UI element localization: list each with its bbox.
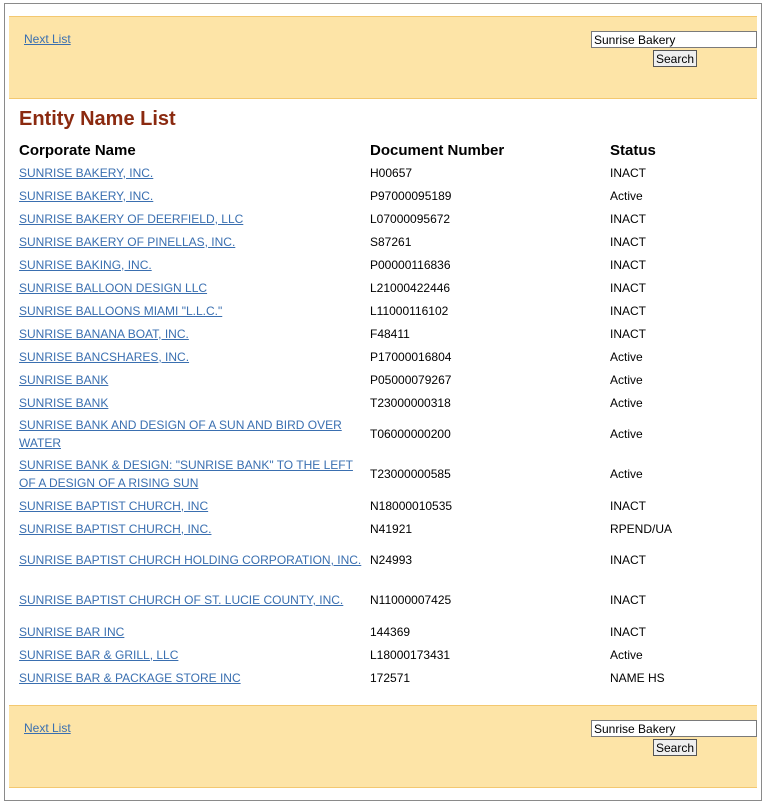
document-number-cell: N41921 (370, 521, 413, 536)
entity-name-link[interactable]: SUNRISE BAKERY, INC. (19, 188, 154, 203)
document-number-cell: L18000173431 (370, 647, 451, 662)
bottom-navigation-bar (9, 705, 757, 788)
entity-name-link[interactable]: SUNRISE BAPTIST CHURCH OF ST. LUCIE COUNTY, INC. (19, 593, 344, 607)
document-number-cell: 172571 (370, 670, 411, 685)
corporate-name-cell (19, 161, 370, 184)
status-cell: Active (610, 395, 643, 410)
next-list-link-bottom[interactable]: Next List (24, 721, 71, 735)
status-cell: INACT (610, 257, 646, 272)
page-title: Entity Name List (19, 108, 176, 130)
table-row (19, 494, 739, 517)
status-cell: INACT (610, 234, 646, 249)
entity-name-table (19, 139, 739, 689)
table-body (19, 161, 739, 689)
entity-name-link[interactable]: SUNRISE BANK AND DESIGN OF A SUN AND BIRD OVER WATER (19, 418, 342, 450)
table-row (19, 391, 739, 414)
table-row (19, 322, 739, 345)
document-number-cell: L11000116102 (370, 303, 449, 318)
document-number-cell: L07000095672 (370, 211, 451, 226)
status-cell: INACT (610, 553, 646, 567)
document-number-cell: H00657 (370, 165, 413, 180)
entity-name-link[interactable]: SUNRISE BAKERY, INC. (19, 165, 154, 180)
table-row (19, 161, 739, 184)
corporate-name-cell (19, 666, 370, 689)
entity-name-link[interactable]: SUNRISE BALLOONS MIAMI "L.L.C." (19, 303, 223, 318)
corporate-name-cell (19, 414, 370, 454)
document-number-cell: P00000116836 (370, 257, 451, 272)
table-row (19, 666, 739, 689)
entity-name-link[interactable]: SUNRISE BANK (19, 372, 109, 387)
table-header-row (19, 139, 739, 161)
entity-name-link[interactable]: SUNRISE BAPTIST CHURCH, INC. (19, 521, 212, 536)
corporate-name-cell (19, 230, 370, 253)
table-row (19, 517, 739, 540)
entity-name-link[interactable]: SUNRISE BAPTIST CHURCH HOLDING CORPORATION, INC. (19, 553, 362, 567)
document-number-cell: S87261 (370, 234, 412, 249)
document-number-cell: T23000000318 (370, 395, 451, 410)
document-number-cell: 144369 (370, 624, 411, 639)
status-cell: RPEND/UA (610, 521, 673, 536)
status-cell: INACT (610, 326, 646, 341)
corporate-name-cell (19, 368, 370, 391)
document-number-cell: N11000007425 (370, 593, 452, 607)
top-navigation-bar (9, 16, 757, 99)
corporate-name-cell (19, 345, 370, 368)
entity-name-link[interactable]: SUNRISE BANK (19, 395, 109, 410)
search-button-bottom[interactable]: Search (653, 739, 697, 756)
entity-name-link[interactable]: SUNRISE BALLOON DESIGN LLC (19, 280, 208, 295)
column-header-corporate-name: Corporate Name (19, 141, 136, 159)
document-number-cell: N24993 (370, 553, 413, 567)
entity-name-link[interactable]: SUNRISE BAR & PACKAGE STORE INC (19, 670, 241, 685)
corporate-name-cell (19, 322, 370, 345)
corporate-name-cell (19, 253, 370, 276)
status-cell: Active (610, 647, 643, 662)
status-cell: INACT (610, 498, 646, 513)
status-cell: Active (610, 188, 643, 203)
status-cell: INACT (610, 593, 646, 607)
status-cell: Active (610, 427, 643, 441)
entity-name-link[interactable]: SUNRISE BANCSHARES, INC. (19, 349, 190, 364)
column-header-document-number: Document Number (370, 141, 505, 159)
entity-name-link[interactable]: SUNRISE BAKERY OF PINELLAS, INC. (19, 234, 236, 249)
corporate-name-cell (19, 517, 370, 540)
status-cell: NAME HS (610, 670, 665, 685)
corporate-name-cell (19, 643, 370, 666)
entity-name-link[interactable]: SUNRISE BAR & GRILL, LLC (19, 647, 179, 662)
entity-name-link[interactable]: SUNRISE BAKERY OF DEERFIELD, LLC (19, 211, 244, 226)
table-row (19, 643, 739, 666)
entity-name-link[interactable]: SUNRISE BANK & DESIGN: "SUNRISE BANK" TO THE LEFT OF A DESIGN OF A RISING SUN (19, 458, 353, 490)
table-row (19, 253, 739, 276)
corporate-name-cell (19, 454, 370, 494)
entity-name-link[interactable]: SUNRISE BANANA BOAT, INC. (19, 326, 189, 341)
document-number-cell: P97000095189 (370, 188, 452, 203)
status-cell: INACT (610, 624, 646, 639)
table-row (19, 230, 739, 253)
document-number-cell: L21000422446 (370, 280, 451, 295)
document-number-cell: T06000000200 (370, 427, 451, 441)
table-row (19, 276, 739, 299)
table-row (19, 454, 739, 494)
entity-name-link[interactable]: SUNRISE BAKING, INC. (19, 257, 152, 272)
entity-name-link[interactable]: SUNRISE BAR INC (19, 624, 125, 639)
status-cell: INACT (610, 280, 646, 295)
table-row (19, 207, 739, 230)
table-row (19, 368, 739, 391)
table-row (19, 345, 739, 368)
corporate-name-cell (19, 494, 370, 517)
table-row (19, 414, 739, 454)
status-cell: Active (610, 467, 643, 481)
document-number-cell: P17000016804 (370, 349, 452, 364)
corporate-name-cell (19, 540, 370, 580)
table-row (19, 184, 739, 207)
status-cell: INACT (610, 165, 646, 180)
table-row (19, 620, 739, 643)
search-button[interactable]: Search (653, 50, 697, 67)
status-cell: INACT (610, 211, 646, 226)
column-header-status: Status (610, 141, 656, 159)
search-input[interactable] (591, 31, 757, 48)
document-number-cell: T23000000585 (370, 467, 451, 481)
corporate-name-cell (19, 391, 370, 414)
corporate-name-cell (19, 299, 370, 322)
next-list-link[interactable]: Next List (24, 32, 71, 46)
table-row (19, 540, 739, 580)
corporate-name-cell (19, 580, 370, 620)
status-cell: INACT (610, 303, 646, 318)
corporate-name-cell (19, 207, 370, 230)
corporate-name-cell (19, 620, 370, 643)
search-input-bottom[interactable] (591, 720, 757, 737)
document-number-cell: N18000010535 (370, 498, 453, 513)
status-cell: Active (610, 349, 643, 364)
table-row (19, 580, 739, 620)
document-number-cell: P05000079267 (370, 372, 452, 387)
corporate-name-cell (19, 184, 370, 207)
document-number-cell: F48411 (370, 326, 410, 341)
entity-name-link[interactable]: SUNRISE BAPTIST CHURCH, INC (19, 498, 209, 513)
status-cell: Active (610, 372, 643, 387)
table-row (19, 299, 739, 322)
corporate-name-cell (19, 276, 370, 299)
